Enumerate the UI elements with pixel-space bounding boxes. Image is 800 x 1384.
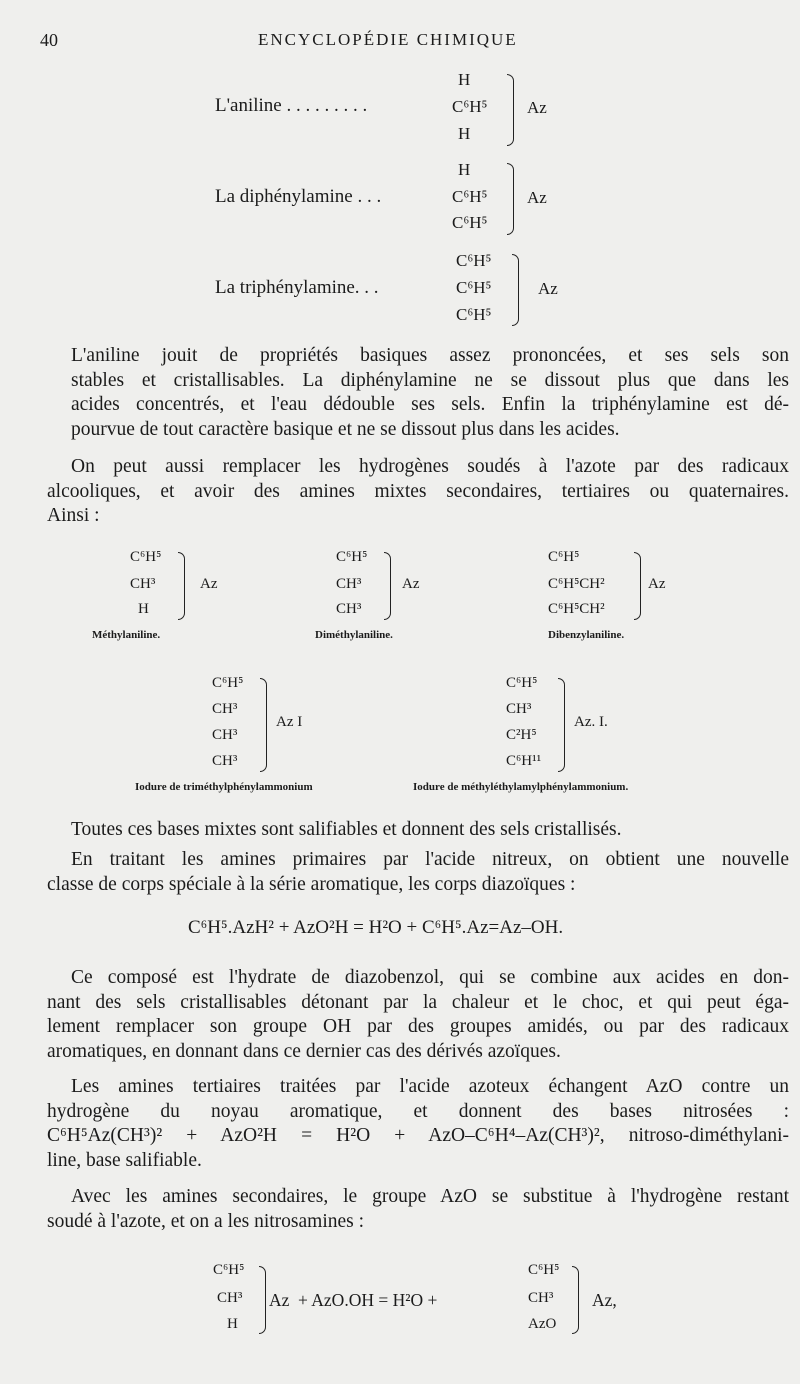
element: Az: [538, 279, 558, 298]
text-line: hydrogène du noyau aromatique, et donnent des bases nitrosées :: [47, 1100, 789, 1122]
brace: [384, 552, 391, 620]
group: CH³: [336, 601, 362, 617]
text-line: soudé à l'azote, et on a les nitrosamines :: [47, 1210, 365, 1232]
group: CH³: [506, 701, 532, 717]
group: CH³: [212, 727, 238, 743]
caption: Dibenzylaniline.: [548, 629, 625, 641]
group: C⁶H⁵CH²: [548, 601, 605, 617]
text-line: Ainsi :: [47, 505, 100, 527]
text-line: stables et cristallisables. La diphénylamine ne se dissout plus que dans les: [71, 369, 789, 391]
amine-name: La diphénylamine . . .: [215, 186, 382, 207]
caption: Méthylaniline.: [92, 629, 161, 641]
text-line: Les amines tertiaires traitées par l'acide azoteux échangent AzO contre un: [71, 1076, 789, 1097]
element: Az: [402, 576, 420, 592]
text-line: acides concentrés, et l'eau dédouble ses sels. Enfin la triphénylamine est dé-: [71, 394, 789, 416]
group: CH³: [130, 576, 156, 592]
group: C⁶H⁵: [506, 675, 538, 691]
group: C⁶H⁵: [130, 549, 162, 565]
element: Az I: [276, 714, 303, 730]
text-line: nant des sels cristallisables détonant par la chaleur et le choc, et qui peut éga-: [47, 991, 789, 1013]
amine-name: L'aniline . . . . . . . . .: [215, 95, 368, 116]
group: H: [458, 160, 471, 179]
group: C⁶H⁵: [452, 213, 488, 232]
group: C²H⁵: [506, 727, 537, 743]
group: C⁶H⁵: [456, 251, 492, 270]
group: H: [458, 70, 471, 89]
group: C⁶H⁵: [213, 1262, 245, 1278]
paragraph: [47, 848, 789, 897]
paragraph: [47, 344, 789, 442]
group: C⁶H⁵CH²: [548, 576, 605, 592]
brace: [572, 1266, 579, 1334]
group: C⁶H⁵: [452, 97, 488, 116]
paragraph: [47, 455, 789, 529]
group: CH³: [212, 701, 238, 717]
group: H: [138, 601, 149, 617]
text-line: L'aniline jouit de propriétés basiques assez prononcées, et ses sels son: [71, 345, 789, 366]
brace: [507, 163, 514, 235]
element: Az: [200, 576, 218, 592]
group: C⁶H⁵: [456, 305, 492, 324]
equation-middle: + AzO.OH = H²O +: [298, 1290, 438, 1310]
text-line: Ce composé est l'hydrate de diazobenzol, qui se combine aux acides en don-: [71, 967, 789, 988]
brace: [634, 552, 641, 620]
element: Az: [527, 98, 547, 117]
text-line: Avec les amines secondaires, le groupe AzO se substitue à l'hydrogène restant: [71, 1186, 789, 1207]
element: Az. I.: [574, 714, 608, 730]
text-line: classe de corps spéciale à la série aromatique, les corps diazoïques :: [47, 873, 576, 895]
group: CH³: [212, 753, 238, 769]
equation: C⁶H⁵.AzH² + AzO²H = H²O + C⁶H⁵.Az=Az–OH.: [188, 917, 564, 938]
brace: [558, 678, 565, 772]
group: H: [227, 1316, 238, 1332]
text-line: En traitant les amines primaires par l'acide nitreux, on obtient une nouvelle: [71, 849, 789, 870]
brace: [260, 678, 267, 772]
group: C⁶H⁵: [336, 549, 368, 565]
text-line: lement remplacer son groupe OH par des groupes amidés, ou par des radicaux: [47, 1016, 789, 1038]
group: CH³: [336, 576, 362, 592]
caption: Diméthylaniline.: [315, 629, 393, 641]
paragraph: [47, 818, 789, 843]
paragraph: [47, 1075, 789, 1173]
text-line: pourvue de tout caractère basique et ne se dissout plus dans les acides.: [71, 418, 620, 440]
running-title: ENCYCLOPÉDIE CHIMIQUE: [258, 30, 518, 49]
group: C⁶H⁵: [452, 187, 488, 206]
amine-name: La triphénylamine. . .: [215, 277, 379, 298]
caption: Iodure de méthyléthylamylphénylammonium.: [413, 781, 629, 793]
brace: [259, 1266, 266, 1334]
group: C⁶H¹¹: [506, 753, 542, 769]
text-line: aromatiques, en donnant dans ce dernier cas des dérivés azoïques.: [47, 1040, 561, 1062]
group: CH³: [217, 1290, 243, 1306]
element: Az: [527, 188, 547, 207]
element: Az,: [592, 1290, 617, 1310]
group: H: [458, 124, 471, 143]
text-line: alcooliques, et avoir des amines mixtes secondaires, tertiaires ou quaternaires.: [47, 480, 789, 502]
paragraph: [47, 1185, 789, 1234]
element: Az: [269, 1290, 290, 1310]
text-line: On peut aussi remplacer les hydrogènes soudés à l'azote par des radicaux: [71, 456, 789, 477]
page-number: 40: [40, 30, 58, 50]
text-line: line, base salifiable.: [47, 1149, 202, 1171]
group: C⁶H⁵: [456, 278, 492, 297]
group: C⁶H⁵: [548, 549, 580, 565]
group: C⁶H⁵: [528, 1262, 560, 1278]
text-line: C⁶H⁵Az(CH³)² + AzO²H = H²O + AzO–C⁶H⁴–Az(CH³)², nitroso-diméthylani-: [47, 1125, 789, 1147]
caption: Iodure de triméthylphénylammonium: [135, 781, 313, 793]
brace: [512, 254, 519, 326]
text-line: Toutes ces bases mixtes sont salifiables et donnent des sels cristallisés.: [71, 819, 622, 840]
paragraph: [47, 966, 789, 1064]
brace: [178, 552, 185, 620]
group: CH³: [528, 1290, 554, 1306]
element: Az: [648, 576, 666, 592]
group: C⁶H⁵: [212, 675, 244, 691]
brace: [507, 74, 514, 146]
group: AzO: [528, 1316, 557, 1332]
